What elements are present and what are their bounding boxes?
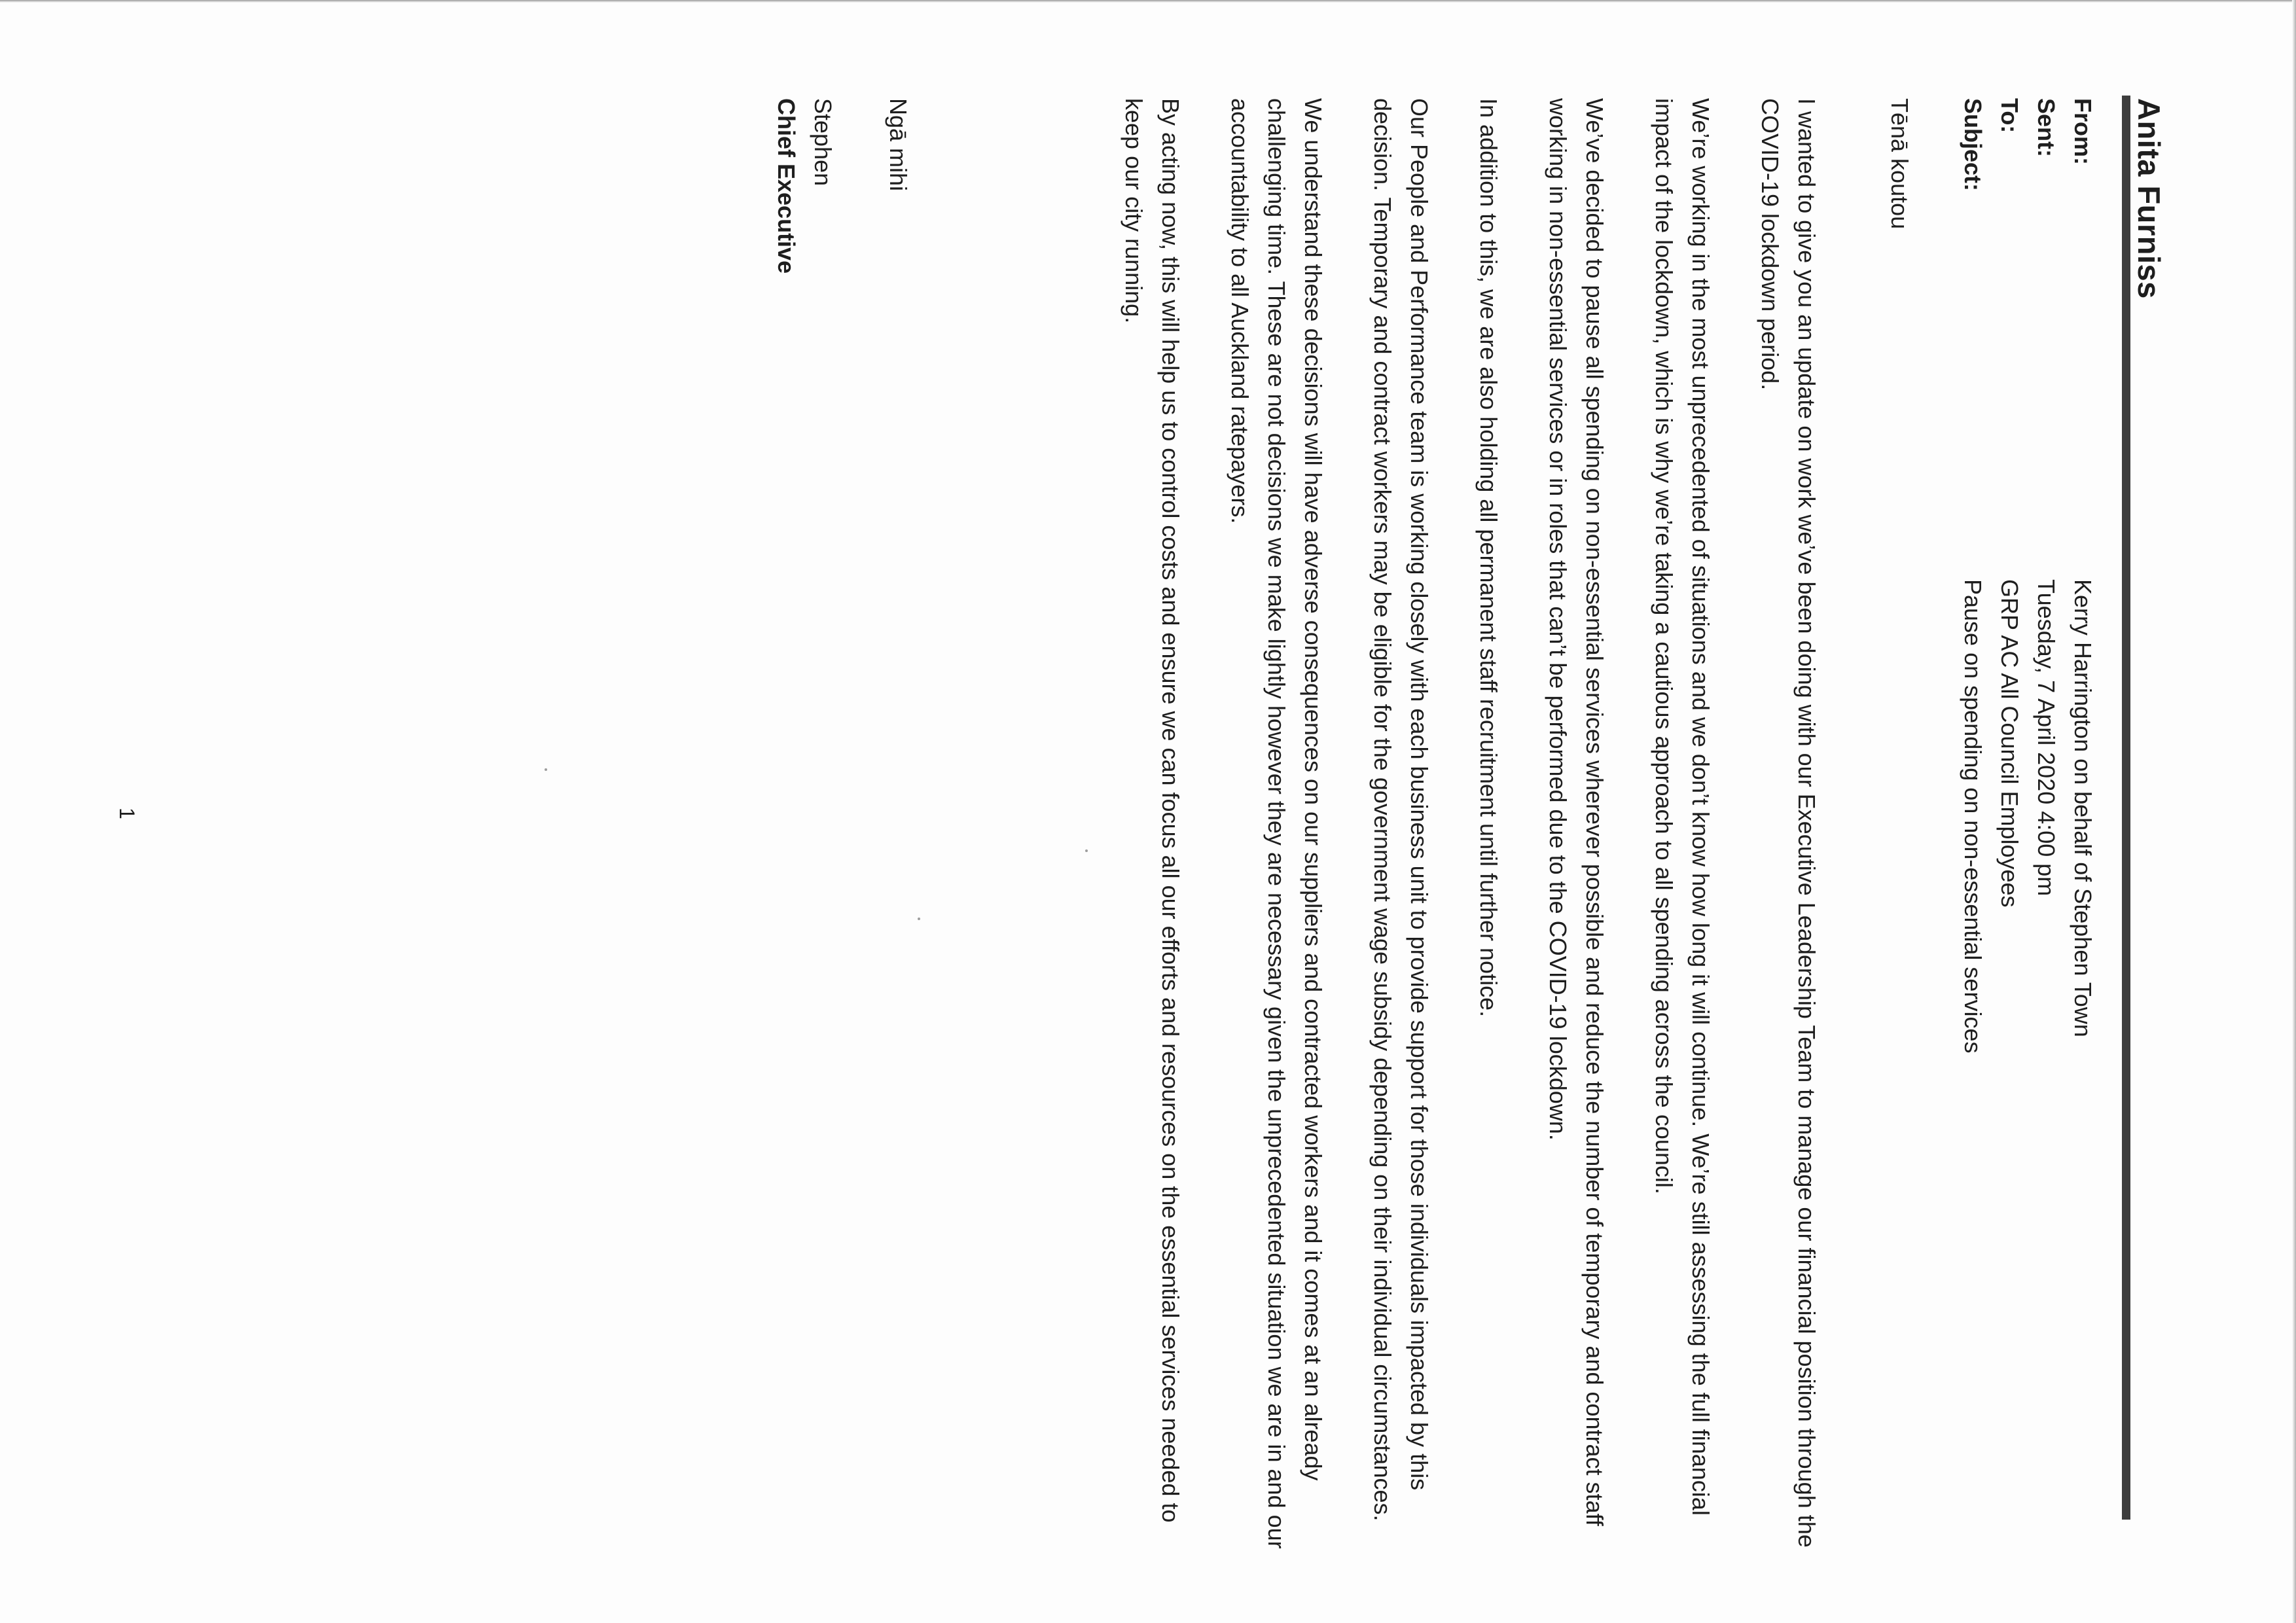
sent-value: Tuesday, 7 April 2020 4:00 pm [2033,579,2060,897]
body-paragraph: By acting now, this will help us to control costs and ensure we can focus all our efforts and resources on the essential services needed to keep our city running. [1121,98,1184,1523]
body-paragraph: We’ve decided to pause all spending on non-essential services wherever possible and reduce the number of temporary and contract staff working in non-essential services or in roles that can’t be performed due to the COVID-19 lockdown. [1545,98,1608,1526]
sent-label: Sent: [2033,98,2060,157]
sender-name: Anita Furniss [2132,98,2166,299]
header-row-sent [2028,98,2064,1053]
subject-label: Subject: [1960,98,1986,192]
to-label: To: [1996,98,2023,134]
signatory-title: Chief Executive [773,98,800,274]
signature-block [768,98,841,274]
header-row-subject [1954,98,1991,1053]
from-value: Kerry Harrington on behalf of Stephen Town [2070,579,2096,1037]
to-value: GRP AC All Council Employees [1996,579,2023,908]
body-paragraph: In addition to this, we are also holding all permanent staff recruitment until further notice. [1475,98,1502,1018]
header-row-to [1991,98,2028,1053]
page-number: 1 [115,808,139,819]
from-label: From: [2070,98,2096,165]
body-paragraph: We’re working in the most unprecedented of situations and we don’t know how long it will continue. We’re still assessing the full financial impact of the lockdown, which is why we’re taking a cautious approach to all spending across the council. [1651,98,1714,1516]
sign-off: Ngā mihi [885,98,912,192]
signatory-name: Stephen [810,98,836,187]
email-header [1954,98,2101,1053]
body-paragraph: We understand these decisions will have adverse consequences on our suppliers and contracted workers and it comes at an already challenging time. These are not decisions we make lightly however they are necessary given the unprecedented situation we are in and our accountability to all Auckland ratepayers. [1227,98,1327,1549]
title-rule [2122,96,2130,1520]
body-paragraph: Our People and Performance team is working closely with each business unit to provide support for those individuals impacted by this decision. Temporary and contract workers may be eligible for the government wage subsidy depending on their individual circumstances. [1369,98,1433,1522]
subject-value: Pause on spending on non-essential services [1960,579,1986,1054]
message-body [1083,98,1825,1564]
salutation: Tēnā koutou [1886,98,1913,230]
header-row-from [2064,98,2101,1053]
body-paragraph: I wanted to give you an update on work we’ve been doing with our Executive Leadership Team to manage our financial position through the COVID-19 lockdown period. [1757,98,1820,1548]
